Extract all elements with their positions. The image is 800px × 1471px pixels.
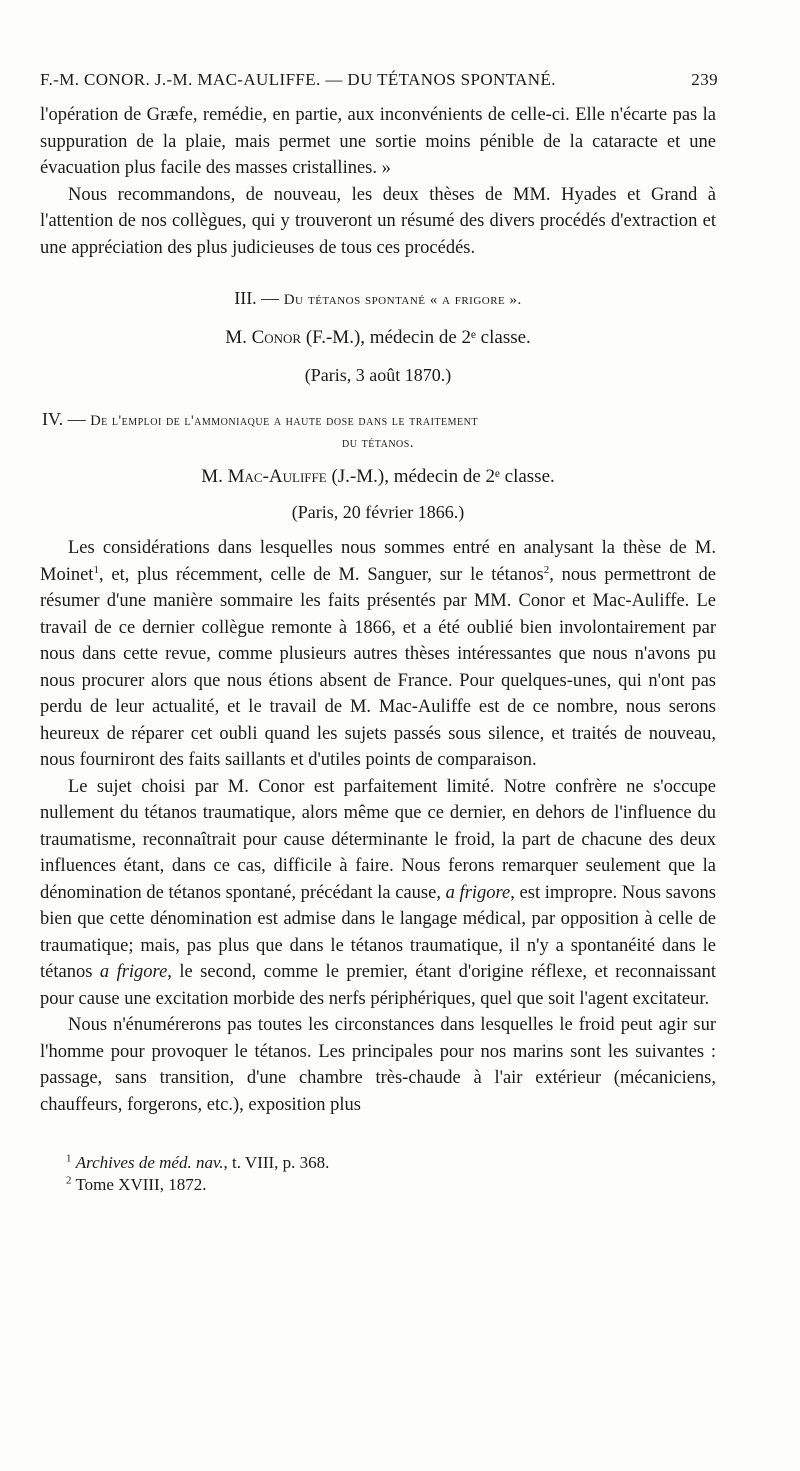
p3-text-a: Les considérations dans lesquelles nous sommes entré en analysant la thèse de M. Moinet bbox=[40, 538, 716, 585]
footnote-ref-2: 2 bbox=[543, 563, 550, 576]
section-3-author-name: M. Conor bbox=[225, 327, 302, 348]
footnote-1-italic: Archives de méd. nav. bbox=[75, 1153, 224, 1172]
running-head bbox=[40, 70, 716, 90]
p3-text-b: , et, plus récemment, celle de M. Sanguer, sur le tétanos bbox=[98, 564, 544, 585]
section-3-title-b: tétanos spontané « a frigore ». bbox=[307, 292, 522, 308]
section-3-title-a: Du bbox=[283, 292, 304, 308]
paragraph-subject bbox=[40, 774, 716, 1013]
section-4-heading bbox=[40, 408, 716, 432]
section-3-author-rest: (F.-M.), médecin de 2ᵉ classe. bbox=[305, 327, 531, 348]
p4-text-b: , est impropre. Nous savons bien que cette dénomination est admise dans le langage médical, par opposition à celle de traumatique; mais, pas plus que dans le tétanos traumatique, il n'y a spontanéité dans le tétanos bbox=[40, 882, 716, 982]
p4-italic-2: a frigore bbox=[99, 962, 168, 982]
footnote-2-marker: 2 bbox=[66, 1174, 72, 1187]
running-head-title: F.-M. CONOR. J.-M. MAC-AULIFFE. — DU TÉTANOS SPONTANÉ. bbox=[40, 70, 556, 89]
section-4-title-line1: De l'emploi de l'ammoniaque a haute dose dans le traitement bbox=[90, 413, 478, 429]
paragraph-recommendation: Nous recommandons, de nouveau, les deux thèses de MM. Hyades et Grand à l'attention de nos collègues, qui y trouveront un résumé des divers procédés d'extraction et une appréciation des plus judicieuses de tous ces procédés. bbox=[40, 184, 716, 258]
section-4-author bbox=[40, 466, 716, 488]
footnote-1-rest: , t. VIII, p. 368. bbox=[223, 1153, 330, 1172]
p3-text-c: , nous permettront de résumer d'une manière sommaire les faits présentés par MM. Conor et Mac-Auliffe. Le travail de ce dernier collègue remonte à 1866, et a été oublié bien involontairement par nous dans cette revue, comme plusieurs autres thèses intéressantes que nous n'avons pu nous procurer alors que nous étions absent de France. Pour quelques-unes, qui n'ont pas perdu de leur actualité, et le travail de M. Mac-Auliffe est de ce nombre, nous serons heureux de réparer cet oubli quand les sujets passés sous silence, et traités de nouveau, nous fourniront des faits saillants et d'utiles points de comparaison. bbox=[40, 564, 716, 770]
p4-italic-1: a frigore bbox=[445, 882, 511, 903]
p4-text-c: , le second, comme le premier, étant d'origine réflexe, et reconnaissant pour cause une excitation morbide des nerfs périphériques, quel que soit l'agent excitateur. bbox=[40, 962, 716, 1009]
p4-text-a: Le sujet choisi par M. Conor est parfaitement limité. Notre confrère ne s'occupe nullement du tétanos traumatique, alors même que ce dernier, en dehors de l'influence du traumatisme, reconnaîtrait pour cause déterminante le froid, la part de chacune des deux influences étant, dans ce cas, difficile à faire. Nous ferons remarquer seulement que la dénomination de tétanos spontané, précédant la cause, bbox=[40, 776, 716, 903]
section-4-author-name: M. Mac-Auliffe bbox=[201, 466, 327, 487]
footnote-ref-1: 1 bbox=[93, 563, 99, 576]
paragraph-circumstances: Nous n'énumérerons pas toutes les circonstances dans lesquelles le froid peut agir sur l'homme pour provoquer le tétanos. Les principales pour nos marins sont les suivantes : passage, sans transition, d'une chambre très-chaude à l'air extérieur (mécaniciens, chauffeurs, forgerons, etc.), exposition plus bbox=[40, 1015, 716, 1115]
paragraph-continuation: l'opération de Græfe, remédie, en partie, aux inconvénients de celle-ci. Elle n'écarte pas la suppuration de la plaie, mais permet une sortie moins pénible de la cataracte et une évacuation plus facile des masses cristallines. » bbox=[40, 105, 716, 178]
section-4-number: IV. — bbox=[42, 409, 86, 429]
footnote-1 bbox=[66, 1152, 716, 1174]
section-4-title-line2: du tétanos. bbox=[342, 435, 414, 451]
section-4-place-date: (Paris, 20 février 1866.) bbox=[291, 502, 465, 522]
section-4-author-rest: (J.-M.), médecin de 2ᵉ classe. bbox=[331, 466, 555, 487]
footnote-1-marker: 1 bbox=[66, 1152, 72, 1165]
section-3-heading bbox=[40, 285, 716, 313]
footnote-2-text: Tome XVIII, 1872. bbox=[75, 1175, 207, 1194]
paragraph-considerations bbox=[40, 535, 716, 774]
section-3-place-date: (Paris, 3 août 1870.) bbox=[304, 365, 452, 385]
footnote-2 bbox=[66, 1174, 716, 1196]
page-number: 239 bbox=[691, 70, 718, 89]
section-3-number: III. — bbox=[234, 288, 280, 308]
section-3-author bbox=[40, 327, 716, 349]
footnotes bbox=[40, 1152, 716, 1196]
